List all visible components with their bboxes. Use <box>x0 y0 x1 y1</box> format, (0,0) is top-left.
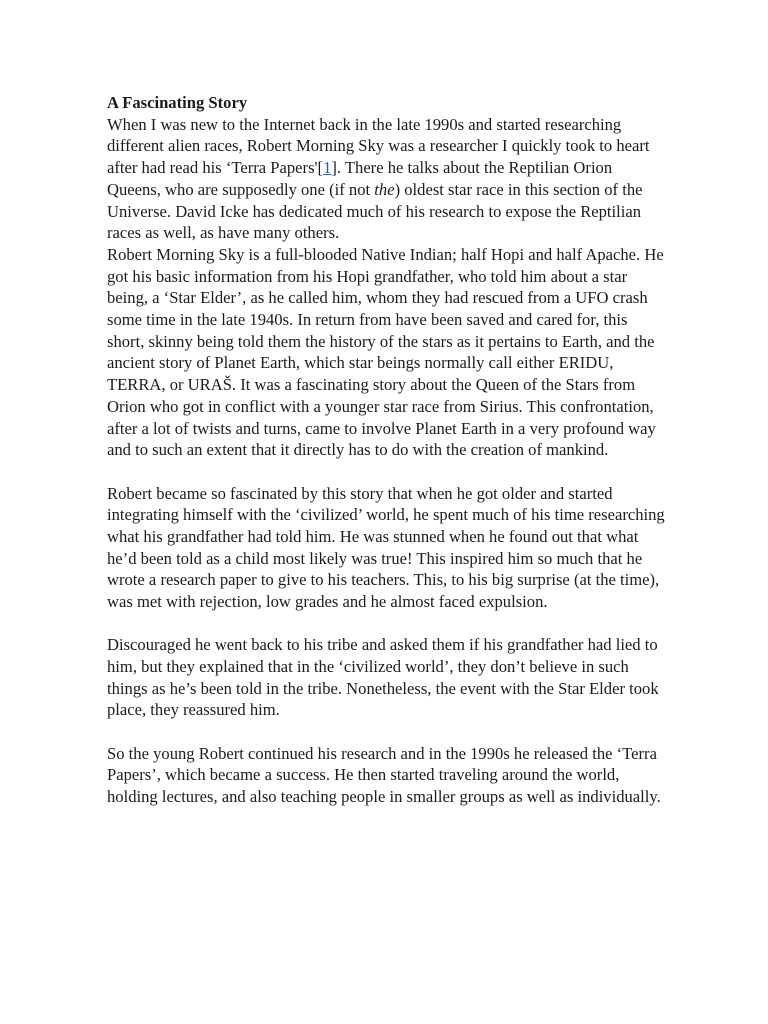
paragraph-1-text-middle: ]. There he talks about the Reptilian Orion Queens, who are supposedly one (if not <box>107 158 613 199</box>
paragraph-2: Robert Morning Sky is a full-blooded Native Indian; half Hopi and half Apache. He got his basic information from his Hopi grandfather, who told him about a star being, a ‘Star Elder’, as he called him, whom they had rescued from a UFO crash some time in the late 1940s. In return from have been saved and cared for, this short, skinny being told them the history of the stars as it pertains to Earth, and the ancient story of Planet Earth, which star beings normally call either ERIDU, TERRA, or URAŠ. It was a fascinating story about the Queen of the Stars from Orion who got in conflict with a younger star race from Sirius. This confrontation, after a lot of twists and turns, came to involve Planet Earth in a very profound way and to such an extent that it directly has to do with the creation of mankind. <box>107 244 664 460</box>
paragraph-5: So the young Robert continued his research and in the 1990s he released the ‘Terra Papers’, which became a success. He then started traveling around the world, holding lectures, and also teaching people in smaller groups as well as individually. <box>107 743 661 807</box>
paragraph-1-text-start: When I was new to the Internet back in the late 1990s and started researching different alien races, Robert Morning Sky was a researcher I quickly took to heart after had read his ‘Terra Papers'[ <box>107 114 650 178</box>
document-page <box>107 92 667 808</box>
paragraph-3: Robert became so fascinated by this story that when he got older and started integrating himself with the ‘civilized’ world, he spent much of his time researching what his grandfather had told him. He was stunned when he found out that what he’d been told as a child most likely was true! This inspired him so much that he wrote a research paper to give to his teachers. This, to his big surprise (at the time), was met with rejection, low grades and he almost faced expulsion. <box>107 483 665 612</box>
paragraph-1 <box>107 114 667 244</box>
paragraph-4: Discouraged he went back to his tribe and asked them if his grandfather had lied to him, but they explained that in the ‘civilized world’, they don’t believe in such things as he’s been told in the tribe. Nonetheless, the event with the Star Elder took place, they reassured him. <box>107 635 659 720</box>
footnote-link-1[interactable]: 1 <box>323 158 332 178</box>
paragraph-1-text-end: ) oldest star race in this section of the Universe. David Icke has dedicated much of his research to expose the Reptilian races as well, as have many others. <box>107 179 643 243</box>
emphasis-the: the <box>374 179 395 199</box>
document-title: A Fascinating Story <box>107 93 248 112</box>
